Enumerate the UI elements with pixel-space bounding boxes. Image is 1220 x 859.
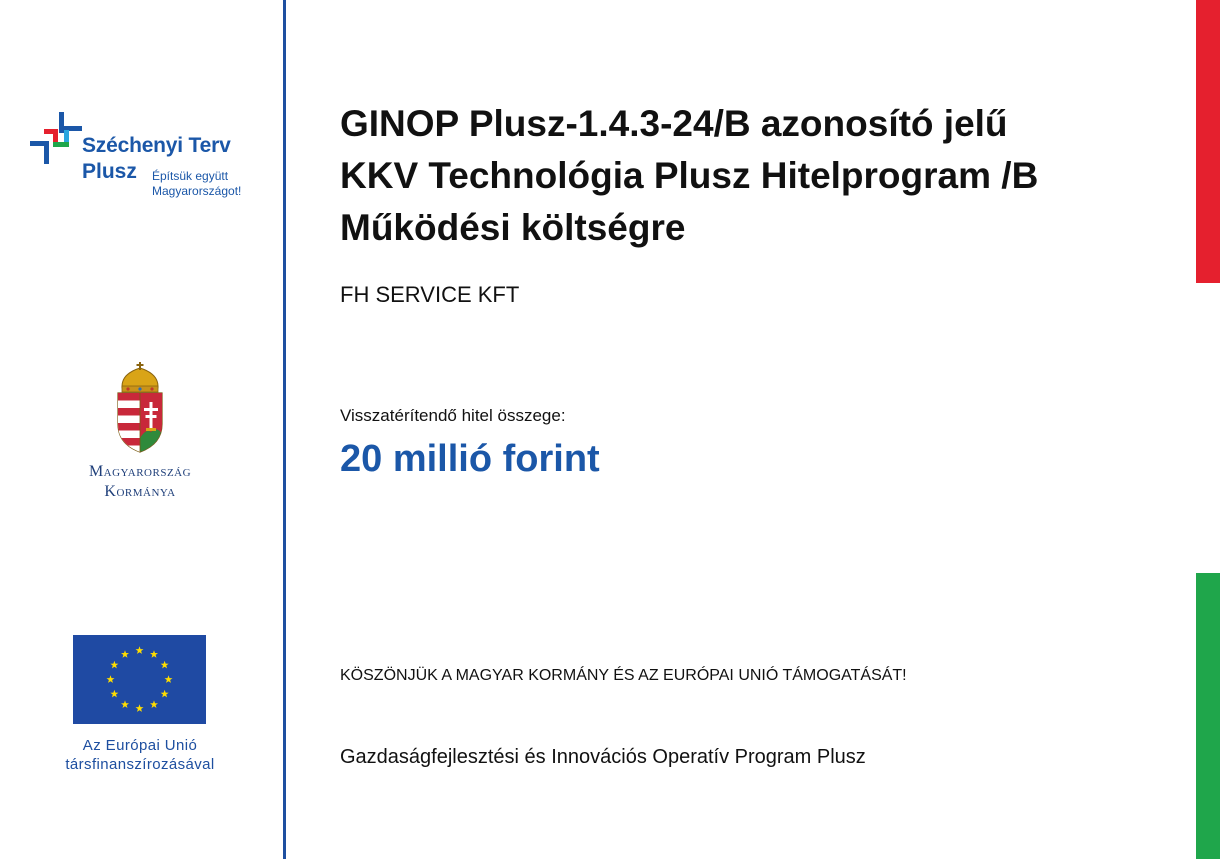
eu-caption-line-1: Az Európai Unió <box>82 737 198 754</box>
szechenyi-cross-icon <box>30 108 82 166</box>
program-title-line-3: Működési költségre <box>340 207 686 248</box>
eu-caption <box>30 736 250 774</box>
red-stripe <box>1196 0 1220 283</box>
company-name: FH SERVICE KFT <box>340 282 520 307</box>
green-stripe <box>1196 573 1220 859</box>
szechenyi-title: Széchenyi Terv <box>82 134 231 157</box>
coat-of-arms-icon <box>113 362 167 454</box>
program-title <box>340 98 1180 254</box>
szechenyi-tagline-1: Építsük együtt <box>152 169 229 183</box>
thanks-text: KÖSZÖNJÜK A MAGYAR KORMÁNY ÉS AZ EURÓPAI UNIÓ TÁMOGATÁSÁT! <box>340 667 907 684</box>
szechenyi-plusz: Plusz <box>82 160 137 183</box>
eu-flag-icon <box>73 635 206 724</box>
szechenyi-tagline-2: Magyarországot! <box>152 184 242 198</box>
loan-amount-label: Visszatérítendő hitel összege: <box>340 406 566 425</box>
eu-caption-line-2: társfinanszírozásával <box>65 756 215 773</box>
government-name-line-2: Kormánya <box>104 483 176 500</box>
operative-program-name: Gazdaságfejlesztési és Innovációs Operatív Program Plusz <box>340 746 866 768</box>
government-name-line-1: Magyarország <box>88 463 192 480</box>
szechenyi-terv-logo <box>30 108 260 203</box>
government-name <box>40 462 240 502</box>
vertical-divider <box>283 0 286 859</box>
program-title-line-2: KKV Technológia Plusz Hitelprogram /B <box>340 155 1039 196</box>
program-title-line-1: GINOP Plusz-1.4.3-24/B azonosító jelű <box>340 103 1008 144</box>
loan-amount-value: 20 millió forint <box>340 438 600 480</box>
